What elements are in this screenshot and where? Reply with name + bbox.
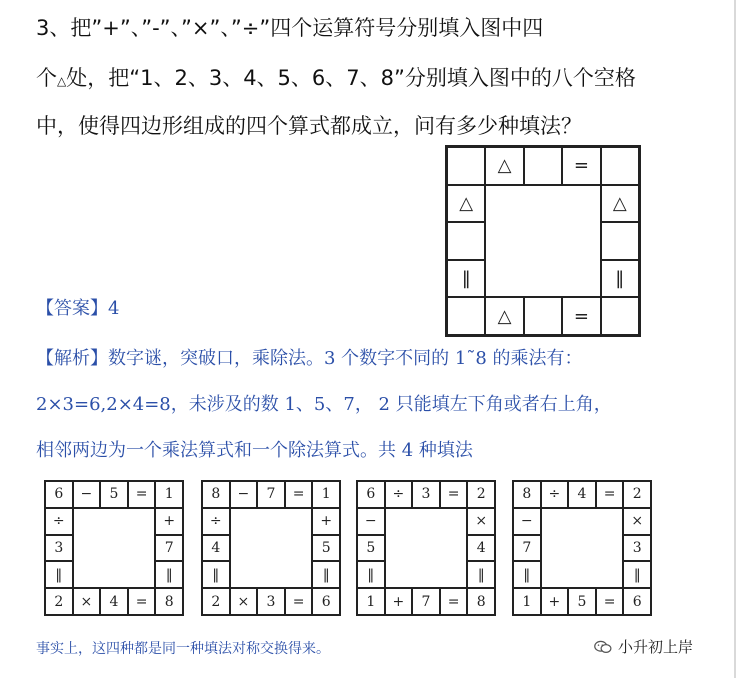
solution-cell: =	[440, 481, 468, 508]
triangle-symbol: △	[57, 74, 67, 88]
solution-cell: ‖	[45, 561, 73, 588]
solution-cell: 5	[568, 588, 596, 615]
solution-cell: =	[128, 588, 156, 615]
solution-cell: −	[230, 481, 258, 508]
puzzle-center	[485, 185, 600, 298]
puzzle-cell	[524, 297, 562, 335]
solution-cell: 7	[155, 535, 183, 562]
solution-cell: ÷	[202, 508, 230, 535]
solution-cell: 1	[312, 481, 340, 508]
answer-text: 【答案】4	[36, 298, 120, 319]
solution-cell: 7	[513, 535, 541, 562]
solution-cell: =	[596, 588, 624, 615]
puzzle-cell: △	[485, 147, 523, 185]
solution-cell: =	[285, 588, 313, 615]
solution-cell: 2	[467, 481, 495, 508]
solution-cell: 6	[312, 588, 340, 615]
solution-cell: ×	[73, 588, 101, 615]
question-line-2	[36, 62, 636, 92]
puzzle-cell: △	[601, 185, 639, 223]
puzzle-cell	[447, 222, 485, 260]
puzzle-cell: △	[485, 297, 523, 335]
solution-cell: +	[155, 508, 183, 535]
solution-cell: ‖	[467, 561, 495, 588]
solution-cell: 6	[45, 481, 73, 508]
solution-cell: ÷	[541, 481, 569, 508]
solution-cell: −	[357, 508, 385, 535]
puzzle-grid	[445, 145, 641, 337]
question-line-2-start: 个	[36, 66, 57, 90]
solution-cell: 5	[100, 481, 128, 508]
question-line-3: 中，使得四边形组成的四个算式都成立，问有多少种填法？	[36, 114, 582, 138]
solution-cell: 8	[467, 588, 495, 615]
solution-cell: 1	[357, 588, 385, 615]
solution-cell: 2	[45, 588, 73, 615]
solution-cell: ÷	[385, 481, 413, 508]
puzzle-cell: ‖	[447, 260, 485, 298]
solution-cell: ÷	[45, 508, 73, 535]
puzzle-cell	[447, 297, 485, 335]
solution-cell: 3	[257, 588, 285, 615]
solution-cell: +	[312, 508, 340, 535]
puzzle-cell: ‖	[601, 260, 639, 298]
solution-cell: 7	[257, 481, 285, 508]
solution-cell: 7	[412, 588, 440, 615]
puzzle-cell: =	[562, 147, 600, 185]
puzzle-cell: =	[562, 297, 600, 335]
solution-cell: =	[128, 481, 156, 508]
solution-cell: =	[440, 588, 468, 615]
solution-cell: +	[385, 588, 413, 615]
explanation-line-1: 【解析】数字谜，突破口，乘除法。3 个数字不同的 1˜8 的乘法有：	[36, 348, 583, 369]
solution-cell: 8	[155, 588, 183, 615]
solution-cell: 1	[513, 588, 541, 615]
solution-cell: 4	[100, 588, 128, 615]
watermark	[594, 636, 693, 657]
solution-cell: −	[513, 508, 541, 535]
solution-cell: ‖	[357, 561, 385, 588]
explanation-line-3: 相邻两边为一个乘法算式和一个除法算式。共 4 种填法	[36, 440, 473, 461]
puzzle-cell	[601, 297, 639, 335]
puzzle-cell	[601, 147, 639, 185]
solution-cell: 1	[155, 481, 183, 508]
puzzle-cell: △	[447, 185, 485, 223]
solution-cell: ×	[230, 588, 258, 615]
solution-cell: ‖	[312, 561, 340, 588]
solution-cell: 5	[357, 535, 385, 562]
solution-cell: 8	[513, 481, 541, 508]
puzzle-cell	[524, 147, 562, 185]
solution-cell: 2	[202, 588, 230, 615]
solution-cell: ×	[467, 508, 495, 535]
solution-cell: 8	[202, 481, 230, 508]
solution-cell: ‖	[513, 561, 541, 588]
watermark-text: 小升初上岸	[618, 638, 694, 656]
solution-cell: 6	[623, 588, 651, 615]
solution-cell: 4	[568, 481, 596, 508]
solution-cell: 5	[312, 535, 340, 562]
solution-cell: +	[541, 588, 569, 615]
explanation-line-2: 2×3=6,2×4=8，未涉及的数 1、5、7， 2 只能填左下角或者右上角，	[36, 394, 612, 415]
solution-cell: 3	[623, 535, 651, 562]
question-line-2-rest: 处，把“1、2、3、4、5、6、7、8”分别填入图中的八个空格	[66, 66, 636, 90]
solution-cell: ‖	[623, 561, 651, 588]
solution-cell: 4	[202, 535, 230, 562]
solution-center	[230, 508, 313, 588]
closing-note: 事实上，这四种都是同一种填法对称交换得来。	[36, 641, 330, 657]
solution-cell: ‖	[202, 561, 230, 588]
question-line-1: 3、把”+”、”-”、”×”、”÷”四个运算符号分别填入图中四	[36, 16, 544, 40]
solution-cell: 3	[412, 481, 440, 508]
solution-cell: 3	[45, 535, 73, 562]
wechat-icon	[594, 640, 612, 654]
solution-center	[385, 508, 468, 588]
puzzle-cell	[447, 147, 485, 185]
solution-grid-3	[356, 480, 496, 616]
solution-cell: 4	[467, 535, 495, 562]
solution-cell: 6	[357, 481, 385, 508]
solution-grid-2	[201, 480, 341, 616]
solution-cell: =	[285, 481, 313, 508]
solution-center	[73, 508, 156, 588]
solution-grid-1	[44, 480, 184, 616]
solution-center	[541, 508, 624, 588]
solution-grid-4	[512, 480, 652, 616]
solution-cell: ×	[623, 508, 651, 535]
solution-cell: ‖	[155, 561, 183, 588]
solution-cell: =	[596, 481, 624, 508]
puzzle-cell	[601, 222, 639, 260]
solution-cell: 2	[623, 481, 651, 508]
solution-cell: −	[73, 481, 101, 508]
